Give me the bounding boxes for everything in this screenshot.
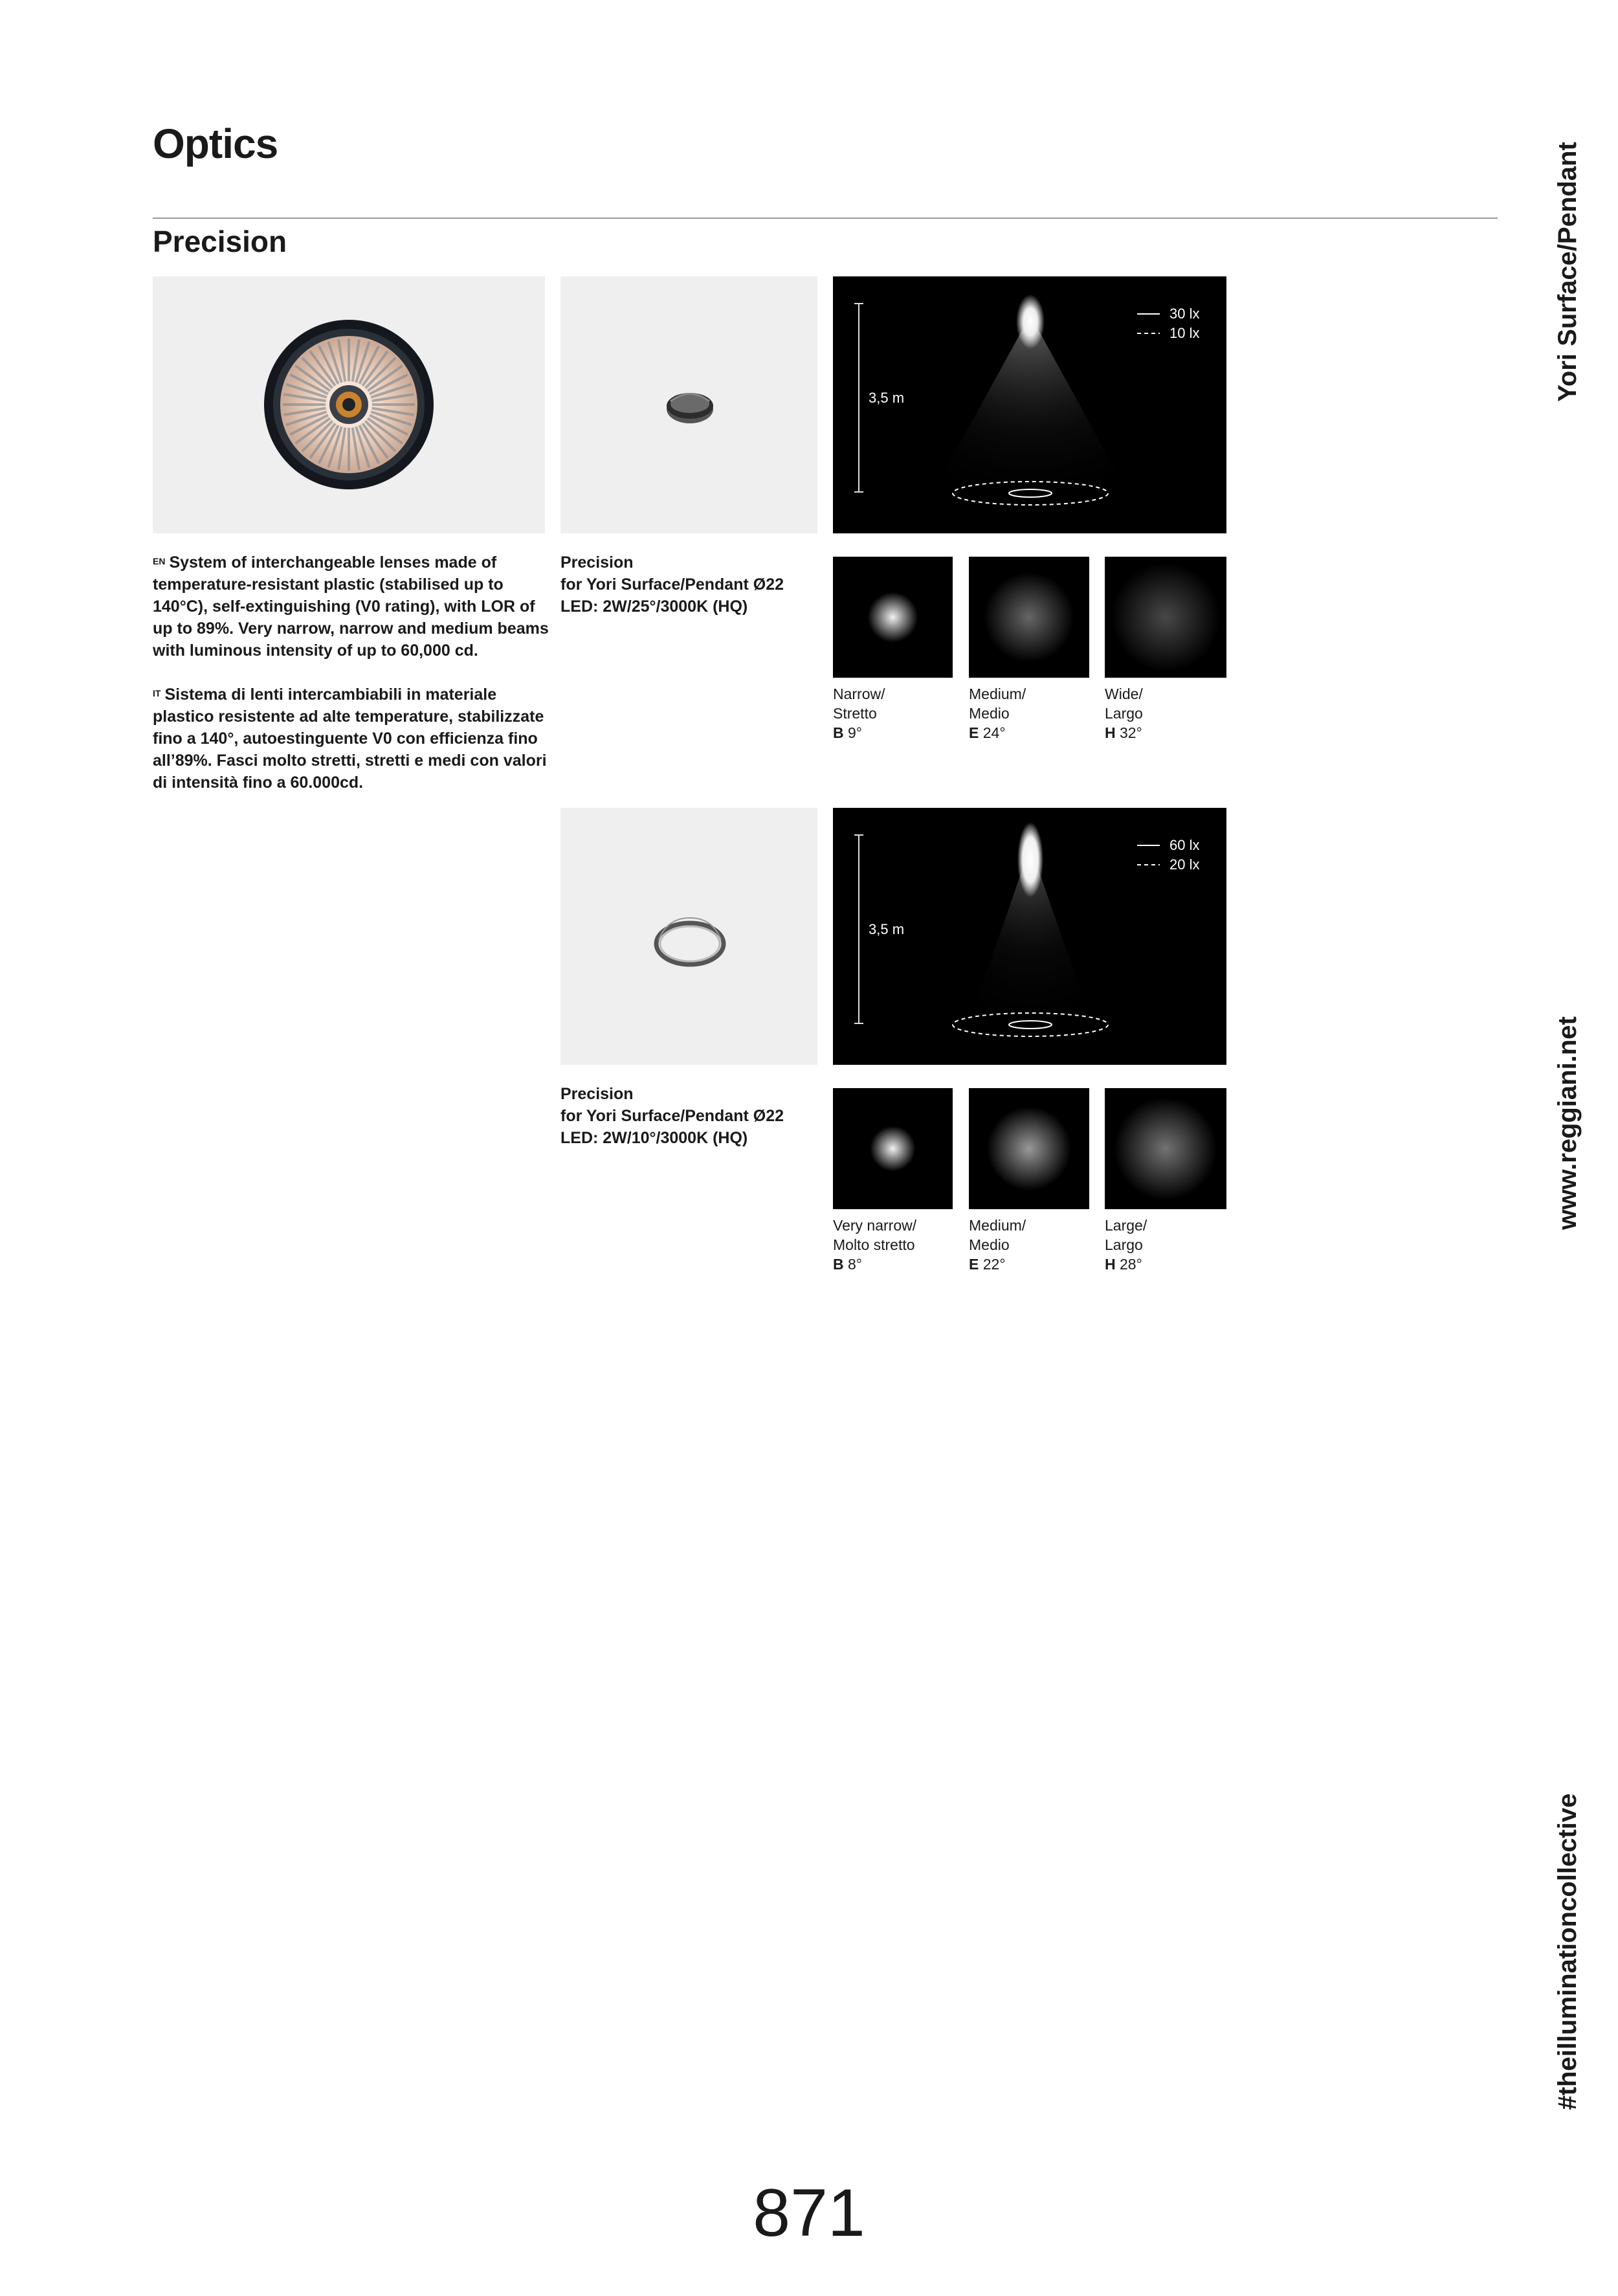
beam-spot <box>870 1126 915 1171</box>
beam-caption: Medium/ Medio E 24° <box>969 685 1026 741</box>
beam-thumb <box>1105 557 1226 678</box>
height-label: 3,5 m <box>869 921 905 937</box>
beam-spot <box>1114 1097 1217 1200</box>
section-title: Precision <box>153 225 287 258</box>
beam-spot <box>1111 563 1220 671</box>
beam-caption: Narrow/ Stretto B 9° <box>833 685 885 741</box>
lens-photo <box>153 276 545 533</box>
beam-spot-medium <box>969 1088 1089 1209</box>
beam-caption: Very narrow/ Molto stretto B 8° <box>833 1217 917 1273</box>
beam-thumb <box>833 1088 953 1209</box>
beam-spot <box>868 592 918 643</box>
product-2-image <box>560 808 817 1065</box>
legend-dashed-label: 10 lx <box>1169 325 1200 341</box>
legend-dashed-label: 20 lx <box>1169 856 1200 873</box>
height-label: 3,5 m <box>869 390 905 406</box>
page-number: 871 <box>753 2176 865 2251</box>
beam-thumb <box>833 557 953 678</box>
page-title: Optics <box>153 120 278 167</box>
beam-spot <box>984 572 1074 663</box>
beam-diagram-1 <box>833 276 1226 533</box>
legend-solid-label: 30 lx <box>1169 306 1200 322</box>
product-1-spec <box>560 552 832 618</box>
beam-spot <box>987 1106 1071 1190</box>
beam-diagram-2 <box>833 808 1226 1065</box>
product-name: Precision <box>560 553 634 572</box>
beam-spot-wide <box>1105 557 1226 678</box>
description-it: $^{IT}$ Sistema di lenti intercambiabili in materiale plastico resistente ad alte temperature, stabilizzate fino a 140°, autoestinguente V0 con efficienza fino all’89%. Fasci molto stretti, stretti e medi con valori di intensità fino a 60.000cd. <box>153 685 547 792</box>
beam-thumb <box>969 557 1089 678</box>
product-name: Precision <box>560 1085 634 1103</box>
product-2-beam-diagram <box>833 808 1226 1065</box>
beam-spot-medium <box>969 557 1089 678</box>
lens-icon <box>153 276 545 533</box>
product-2-spec <box>560 1083 832 1149</box>
side-website[interactable]: www.reggiani.net <box>1553 1016 1582 1230</box>
product-1-beam-diagram <box>833 276 1226 533</box>
product-compat: for Yori Surface/Pendant Ø22 <box>560 1107 784 1125</box>
beam-spot-very-narrow <box>833 1088 953 1209</box>
header-divider <box>153 217 1498 219</box>
description-block <box>153 552 549 794</box>
side-product-name: Yori Surface/Pendant <box>1553 142 1582 402</box>
beam-spot-narrow <box>833 557 953 678</box>
product-1-image <box>560 276 817 533</box>
side-hashtag: #theilluminationcollective <box>1553 1793 1582 2110</box>
beam-caption: Medium/ Medio E 22° <box>969 1217 1026 1273</box>
beam-caption: Large/ Largo H 28° <box>1105 1217 1147 1273</box>
product-led: LED: 2W/10°/3000K (HQ) <box>560 1129 748 1147</box>
beam-spot-large <box>1105 1088 1226 1209</box>
beam-thumb <box>1105 1088 1226 1209</box>
ring-lens-icon <box>560 808 817 1065</box>
legend-solid-label: 60 lx <box>1169 837 1200 853</box>
small-lens-icon <box>560 276 817 533</box>
product-compat: for Yori Surface/Pendant Ø22 <box>560 575 784 594</box>
beam-thumb <box>969 1088 1089 1209</box>
product-led: LED: 2W/25°/3000K (HQ) <box>560 597 748 616</box>
description-en: $^{EN}$ System of interchangeable lenses made of temperature-resistant plastic (stabilised up to 140°C), self-extinguishing (V0 rating), with LOR of up to 89%. Very narrow, narrow and medium beams with luminous intensity of up to 60,000 cd. <box>153 553 549 660</box>
beam-caption: Wide/ Largo H 32° <box>1105 685 1143 741</box>
